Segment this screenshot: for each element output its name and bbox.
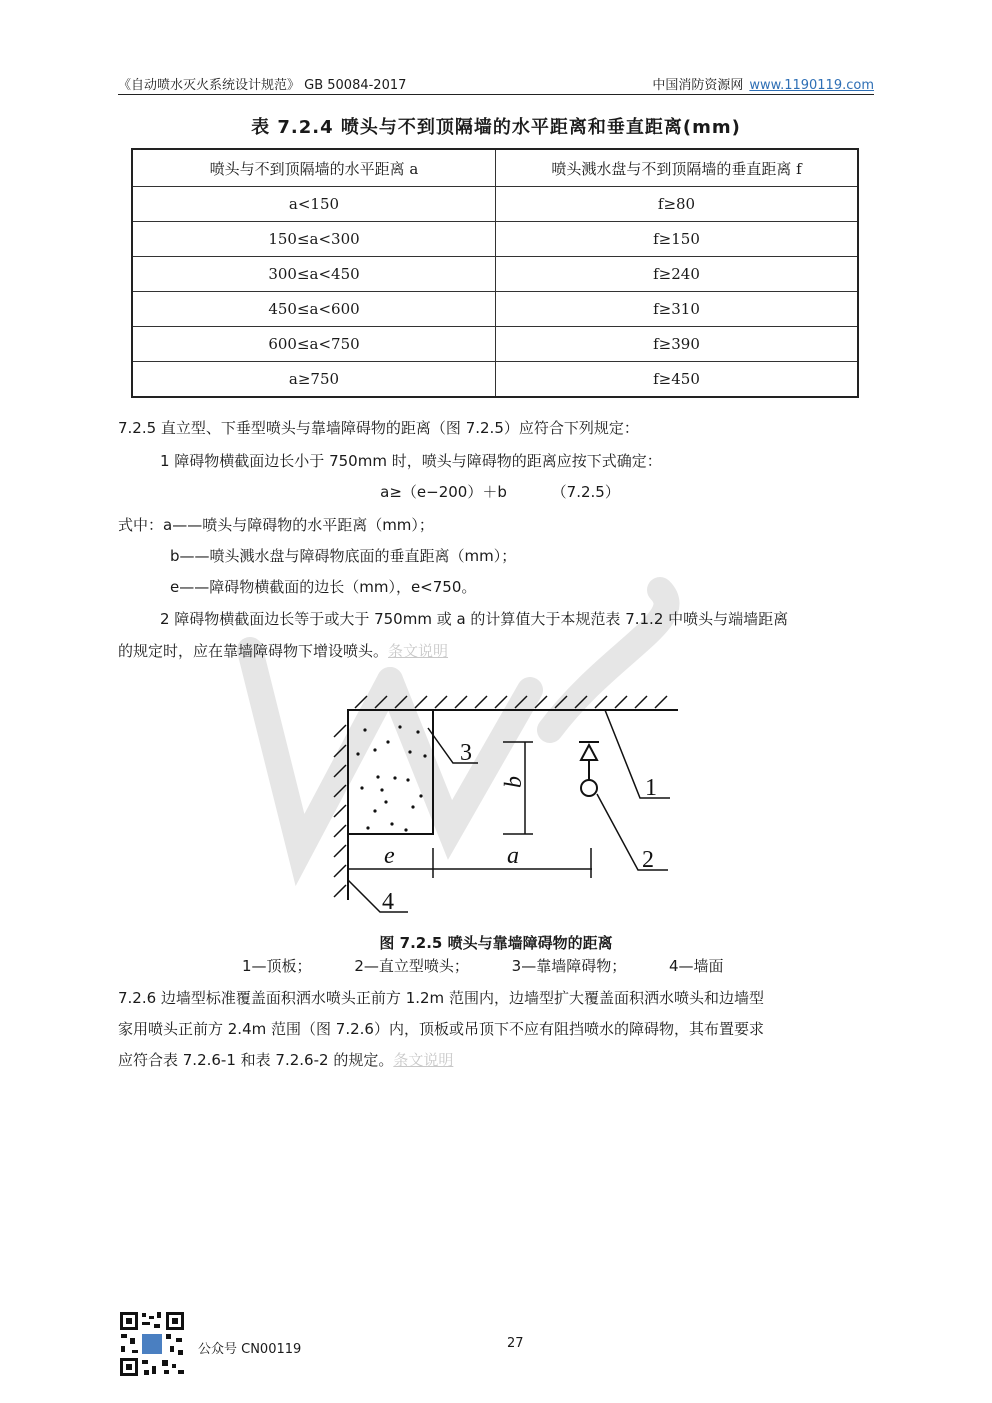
formula-number: （7.2.5） bbox=[551, 483, 620, 501]
cell-horizontal: a≥750 bbox=[132, 362, 496, 398]
where-e: e——障碍物横截面的边长（mm），e<750。 bbox=[170, 578, 477, 596]
site-url-link[interactable]: www.1190119.com bbox=[749, 78, 874, 93]
table-row bbox=[132, 222, 858, 257]
label-1: 1 bbox=[645, 775, 657, 801]
section-725-item2-line2 bbox=[118, 636, 878, 666]
qr-code-icon bbox=[118, 1310, 186, 1378]
table-header-row bbox=[132, 149, 858, 187]
cell-vertical: f≥240 bbox=[496, 257, 859, 292]
cell-vertical: f≥310 bbox=[496, 292, 859, 327]
legend-item-wall: 4—墙面 bbox=[668, 957, 724, 975]
cell-vertical: f≥150 bbox=[496, 222, 859, 257]
cell-horizontal: 150≤a<300 bbox=[132, 222, 496, 257]
label-a: a bbox=[507, 843, 519, 869]
section-725-item1: 1 障碍物横截面边长小于 750mm 时，喷头与障碍物的距离应按下式确定： bbox=[160, 452, 662, 470]
label-2: 2 bbox=[642, 847, 654, 873]
explanation-link[interactable]: 条文说明 bbox=[393, 1051, 454, 1069]
table-row bbox=[132, 257, 858, 292]
label-e: e bbox=[384, 843, 395, 869]
table-row bbox=[132, 187, 858, 222]
section-725-item2-line1: 2 障碍物横截面边长等于或大于 750mm 或 a 的计算值大于本规范表 7.1.2 中喷头与端墙距离 bbox=[160, 610, 789, 628]
site-info bbox=[652, 74, 874, 93]
wechat-account: 公众号 CN00119 bbox=[198, 1342, 302, 1357]
table-row bbox=[132, 327, 858, 362]
cell-vertical: f≥450 bbox=[496, 362, 859, 398]
formula-expression: a≥（e−200）＋b bbox=[380, 483, 507, 501]
where-b: b——喷头溅水盘与障碍物底面的垂直距离（mm）； bbox=[170, 547, 517, 565]
figure-legend bbox=[242, 955, 762, 976]
legend-item-ceiling: 1—顶板； bbox=[242, 957, 312, 975]
figure-caption: 图 7.2.5 喷头与靠墙障碍物的距离 bbox=[379, 934, 613, 952]
label-b: b bbox=[501, 776, 527, 788]
cell-vertical: f≥390 bbox=[496, 327, 859, 362]
document-title: 《自动喷水灭火系统设计规范》 GB 50084-2017 bbox=[118, 78, 407, 93]
item2-text: 的规定时，应在靠墙障碍物下增设喷头。 bbox=[118, 642, 389, 660]
legend-item-sprinkler: 2—直立型喷头； bbox=[354, 957, 469, 975]
table-row bbox=[132, 292, 858, 327]
cell-horizontal: 300≤a<450 bbox=[132, 257, 496, 292]
column-header-vertical: 喷头溅水盘与不到顶隔墙的垂直距离 f bbox=[496, 149, 859, 187]
section-726-text: 应符合表 7.2.6-1 和表 7.2.6-2 的规定。 bbox=[118, 1051, 394, 1069]
site-name: 中国消防资源网 bbox=[652, 78, 744, 93]
table-title: 表 7.2.4 喷头与不到顶隔墙的水平距离和垂直距离(mm) bbox=[251, 117, 741, 138]
cell-horizontal: 600≤a<750 bbox=[132, 327, 496, 362]
label-4: 4 bbox=[382, 889, 394, 915]
section-725-heading: 7.2.5 直立型、下垂型喷头与靠墙障碍物的距离（图 7.2.5）应符合下列规定： bbox=[118, 419, 639, 437]
section-726-line1: 7.2.6 边墙型标准覆盖面积洒水喷头正前方 1.2m 范围内，边墙型扩大覆盖面积洒水喷头和边墙型 bbox=[118, 989, 764, 1007]
page-header bbox=[118, 72, 874, 95]
legend-item-obstruction: 3—靠墙障碍物； bbox=[511, 957, 627, 975]
explanation-link[interactable]: 条文说明 bbox=[388, 642, 449, 660]
table-row bbox=[132, 362, 858, 398]
page-number: 27 bbox=[507, 1336, 524, 1351]
section-726-line2: 家用喷头正前方 2.4m 范围（图 7.2.6）内，顶板或吊顶下不应有阻挡喷水的障碍物，其布置要求 bbox=[118, 1020, 764, 1038]
label-3: 3 bbox=[460, 740, 472, 766]
cell-horizontal: a<150 bbox=[132, 187, 496, 222]
cell-horizontal: 450≤a<600 bbox=[132, 292, 496, 327]
column-header-horizontal: 喷头与不到顶隔墙的水平距离 a bbox=[132, 149, 496, 187]
distance-table bbox=[131, 148, 859, 398]
where-a: 式中：a——喷头与障碍物的水平距离（mm）； bbox=[118, 516, 434, 534]
section-726-line3 bbox=[118, 1045, 878, 1075]
cell-vertical: f≥80 bbox=[496, 187, 859, 222]
formula bbox=[350, 477, 650, 507]
figure-725-diagram bbox=[320, 680, 690, 930]
